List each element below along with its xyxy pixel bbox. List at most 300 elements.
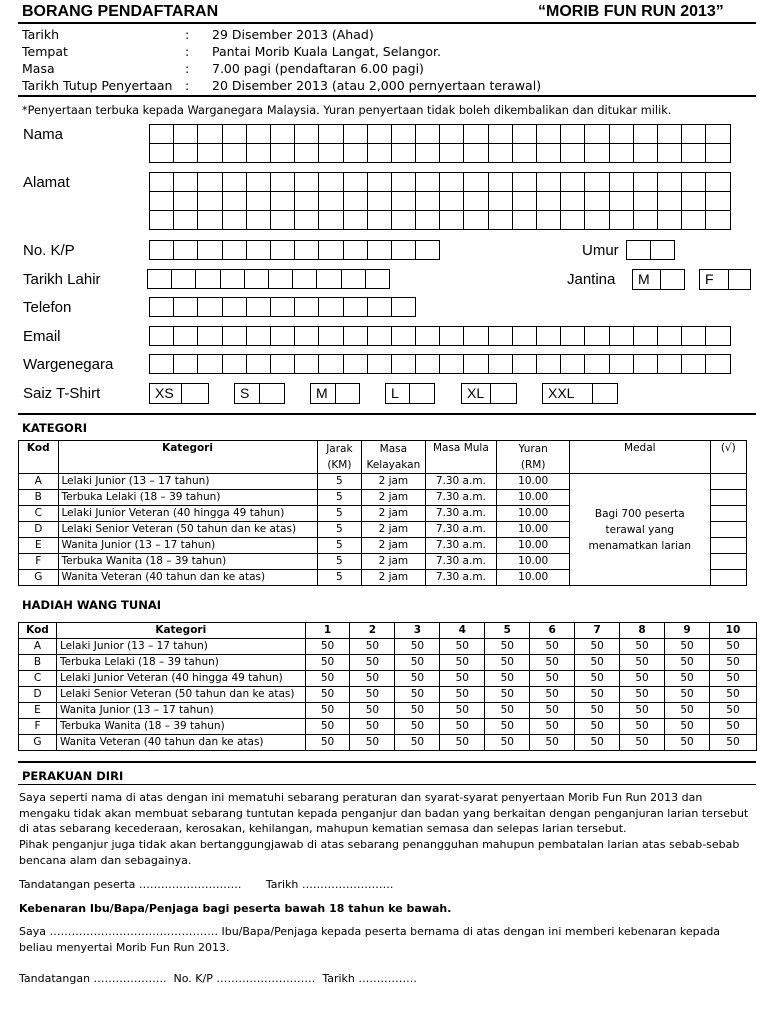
char-box[interactable] — [657, 124, 682, 144]
alamat-row-2[interactable] — [149, 191, 731, 211]
size-l-label: L — [385, 383, 410, 404]
char-box[interactable] — [391, 354, 416, 374]
col-kategori: Kategori — [58, 441, 317, 474]
char-box[interactable] — [439, 210, 464, 230]
char-box[interactable] — [149, 354, 174, 374]
char-box[interactable] — [633, 191, 658, 211]
hadiah-header-row — [19, 623, 757, 639]
char-box[interactable] — [147, 269, 172, 289]
char-box[interactable] — [197, 172, 222, 192]
char-box[interactable] — [536, 191, 561, 211]
hadiah-amount: 50 — [575, 703, 620, 719]
char-box[interactable] — [367, 354, 392, 374]
char-box[interactable] — [415, 210, 440, 230]
char-box[interactable] — [367, 210, 392, 230]
hadiah-kategori: Terbuka Wanita (18 – 39 tahun) — [56, 719, 305, 735]
hadiah-heading: HADIAH WANG TUNAI — [22, 598, 161, 612]
char-box[interactable] — [391, 191, 416, 211]
char-box[interactable] — [633, 326, 658, 346]
char-box[interactable] — [149, 143, 174, 163]
char-box[interactable] — [705, 143, 730, 163]
char-box[interactable] — [318, 210, 343, 230]
char-box[interactable] — [318, 172, 343, 192]
char-box[interactable] — [512, 210, 537, 230]
kategori-cell-masa: 2 jam — [362, 474, 425, 490]
char-box[interactable] — [705, 124, 730, 144]
char-box[interactable] — [512, 143, 537, 163]
hadiah-row — [19, 655, 757, 671]
char-box[interactable] — [415, 172, 440, 192]
char-box[interactable] — [246, 297, 271, 317]
char-box[interactable] — [294, 124, 319, 144]
char-box[interactable] — [367, 172, 392, 192]
char-box[interactable] — [270, 354, 295, 374]
char-box[interactable] — [560, 124, 585, 144]
char-box[interactable] — [171, 269, 196, 289]
hadiah-amount: 50 — [709, 639, 756, 655]
char-box[interactable] — [681, 210, 706, 230]
char-box[interactable] — [246, 143, 271, 163]
char-box[interactable] — [463, 191, 488, 211]
nokp-field[interactable] — [149, 240, 440, 260]
char-box[interactable] — [149, 191, 174, 211]
category-tick-box[interactable] — [710, 490, 746, 506]
char-box[interactable] — [488, 124, 513, 144]
hadiah-amount: 50 — [575, 687, 620, 703]
hadiah-amount: 50 — [305, 687, 350, 703]
kategori-row — [19, 474, 747, 490]
char-box[interactable] — [633, 354, 658, 374]
size-xxl-checkbox[interactable] — [592, 383, 618, 404]
hadiah-col-header: 8 — [620, 623, 665, 639]
char-box[interactable] — [657, 210, 682, 230]
char-box[interactable] — [246, 124, 271, 144]
char-box[interactable] — [294, 354, 319, 374]
category-tick-box[interactable] — [710, 522, 746, 538]
char-box[interactable] — [560, 210, 585, 230]
char-box[interactable] — [609, 143, 634, 163]
size-l-checkbox[interactable] — [409, 383, 435, 404]
char-box[interactable] — [439, 326, 464, 346]
char-box[interactable] — [391, 326, 416, 346]
gender-f-checkbox[interactable] — [728, 269, 751, 290]
char-box[interactable] — [318, 326, 343, 346]
char-box[interactable] — [609, 172, 634, 192]
char-box[interactable] — [365, 269, 390, 289]
hadiah-amount: 50 — [530, 639, 575, 655]
char-box[interactable] — [609, 326, 634, 346]
label-tarikh-lahir: Tarikh Lahir — [23, 271, 101, 288]
char-box[interactable] — [584, 210, 609, 230]
hadiah-col-header: 5 — [485, 623, 530, 639]
char-box[interactable] — [246, 240, 271, 260]
char-box[interactable] — [173, 191, 198, 211]
char-box[interactable] — [341, 269, 366, 289]
kategori-cell-kod: F — [19, 554, 59, 570]
char-box[interactable] — [633, 210, 658, 230]
hadiah-row — [19, 735, 757, 751]
hadiah-amount: 50 — [440, 719, 485, 735]
char-box[interactable] — [415, 143, 440, 163]
nama-row-1[interactable] — [149, 124, 731, 144]
char-box[interactable] — [705, 326, 730, 346]
category-tick-box[interactable] — [710, 538, 746, 554]
char-box[interactable] — [584, 326, 609, 346]
char-box[interactable] — [270, 172, 295, 192]
hadiah-amount: 50 — [575, 735, 620, 751]
char-box[interactable] — [536, 124, 561, 144]
char-box[interactable] — [439, 143, 464, 163]
perakuan-para-1: Saya seperti nama di atas dengan ini mematuhi sebarang peraturan dan syarat-syarat penyertaan Morib Fun Run 2013 dan mengaku tidak akan membuat sebarang tuntutan kepada penganjur dan badan yang berkaitan dengan penganjuran larian tersebut di atas sebarang kecederaan, kerosakan, kehilangan, mahupun kematian semasa dan selepas larian tersebut. — [19, 791, 749, 835]
hadiah-amount: 50 — [440, 703, 485, 719]
char-box[interactable] — [173, 172, 198, 192]
char-box[interactable] — [343, 191, 368, 211]
char-box[interactable] — [270, 210, 295, 230]
char-box[interactable] — [488, 354, 513, 374]
char-box[interactable] — [244, 269, 269, 289]
char-box[interactable] — [173, 297, 198, 317]
char-box[interactable] — [705, 210, 730, 230]
char-box[interactable] — [343, 326, 368, 346]
char-box[interactable] — [391, 172, 416, 192]
char-box[interactable] — [149, 210, 174, 230]
char-box[interactable] — [584, 124, 609, 144]
size-xs-checkbox[interactable] — [181, 383, 209, 404]
char-box[interactable] — [391, 240, 416, 260]
char-box[interactable] — [584, 354, 609, 374]
char-box[interactable] — [294, 297, 319, 317]
char-box[interactable] — [391, 210, 416, 230]
char-box[interactable] — [246, 210, 271, 230]
char-box[interactable] — [705, 172, 730, 192]
char-box[interactable] — [149, 172, 174, 192]
char-box[interactable] — [463, 143, 488, 163]
char-box[interactable] — [294, 240, 319, 260]
char-box[interactable] — [149, 124, 174, 144]
char-box[interactable] — [268, 269, 293, 289]
char-box[interactable] — [197, 326, 222, 346]
size-s-checkbox[interactable] — [259, 383, 285, 404]
char-box[interactable] — [173, 326, 198, 346]
kategori-cell-kod: G — [19, 570, 59, 586]
char-box[interactable] — [391, 143, 416, 163]
char-box[interactable] — [415, 240, 440, 260]
char-box[interactable] — [536, 326, 561, 346]
char-box[interactable] — [488, 143, 513, 163]
kategori-cell-kategori: Wanita Junior (13 – 17 tahun) — [58, 538, 317, 554]
char-box[interactable] — [657, 191, 682, 211]
char-box[interactable] — [222, 240, 247, 260]
char-box[interactable] — [222, 124, 247, 144]
kategori-cell-kategori: Lelaki Junior Veteran (40 hingga 49 tahun) — [58, 506, 317, 522]
char-box[interactable] — [246, 326, 271, 346]
nama-row-2[interactable] — [149, 143, 731, 163]
char-box[interactable] — [173, 210, 198, 230]
char-box[interactable] — [195, 269, 220, 289]
char-box[interactable] — [270, 240, 295, 260]
guardian-heading: Kebenaran Ibu/Bapa/Penjaga bagi peserta bawah 18 tahun ke bawah. — [19, 902, 452, 915]
kategori-cell-yuran: 10.00 — [497, 570, 570, 586]
char-box[interactable] — [512, 124, 537, 144]
char-box[interactable] — [536, 354, 561, 374]
email-field[interactable] — [149, 326, 731, 346]
char-box[interactable] — [512, 354, 537, 374]
char-box[interactable] — [222, 172, 247, 192]
char-box[interactable] — [536, 172, 561, 192]
hadiah-amount: 50 — [530, 687, 575, 703]
gender-m-label: M — [632, 269, 661, 290]
category-tick-box[interactable] — [710, 554, 746, 570]
hadiah-amount: 50 — [395, 687, 440, 703]
kategori-cell-jarak: 5 — [317, 474, 362, 490]
char-box[interactable] — [584, 191, 609, 211]
char-box[interactable] — [343, 143, 368, 163]
size-xl-checkbox[interactable] — [490, 383, 517, 404]
char-box[interactable] — [609, 191, 634, 211]
char-box[interactable] — [512, 191, 537, 211]
char-box[interactable] — [439, 172, 464, 192]
char-box[interactable] — [463, 124, 488, 144]
char-box[interactable] — [560, 172, 585, 192]
char-box[interactable] — [681, 326, 706, 346]
alamat-row-1[interactable] — [149, 172, 731, 192]
char-box[interactable] — [149, 240, 174, 260]
char-box[interactable] — [633, 172, 658, 192]
char-box[interactable] — [657, 326, 682, 346]
char-box[interactable] — [246, 191, 271, 211]
char-box[interactable] — [292, 269, 317, 289]
char-box[interactable] — [391, 124, 416, 144]
char-box[interactable] — [173, 240, 198, 260]
char-box[interactable] — [367, 240, 392, 260]
char-box[interactable] — [488, 191, 513, 211]
hadiah-amount: 50 — [350, 687, 395, 703]
char-box[interactable] — [367, 124, 392, 144]
char-box[interactable] — [681, 354, 706, 374]
char-box[interactable] — [343, 124, 368, 144]
char-box[interactable] — [439, 124, 464, 144]
char-box[interactable] — [463, 354, 488, 374]
char-box[interactable] — [560, 354, 585, 374]
char-box[interactable] — [318, 240, 343, 260]
event-title: “MORIB FUN RUN 2013” — [538, 3, 724, 20]
char-box[interactable] — [367, 191, 392, 211]
char-box[interactable] — [318, 143, 343, 163]
col-masa-kelayakan: Masa Kelayakan — [362, 441, 425, 474]
col-yuran: Yuran (RM) — [497, 441, 570, 474]
char-box[interactable] — [173, 354, 198, 374]
tarikh-lahir-field[interactable] — [147, 269, 390, 289]
kategori-cell-masa: 2 jam — [362, 570, 425, 586]
perakuan-heading: PERAKUAN DIRI — [22, 769, 124, 783]
hadiah-amount: 50 — [350, 703, 395, 719]
char-box[interactable] — [173, 124, 198, 144]
char-box[interactable] — [270, 124, 295, 144]
char-box[interactable] — [560, 326, 585, 346]
char-box[interactable] — [318, 297, 343, 317]
char-box[interactable] — [318, 191, 343, 211]
hadiah-kod: C — [19, 671, 57, 687]
umur-field[interactable] — [626, 240, 675, 260]
hadiah-amount: 50 — [665, 703, 710, 719]
char-box[interactable] — [609, 210, 634, 230]
char-box[interactable] — [270, 191, 295, 211]
char-box[interactable] — [220, 269, 245, 289]
char-box[interactable] — [222, 297, 247, 317]
char-box[interactable] — [609, 354, 634, 374]
char-box[interactable] — [439, 191, 464, 211]
char-box[interactable] — [197, 191, 222, 211]
char-box[interactable] — [197, 143, 222, 163]
hadiah-amount: 50 — [350, 719, 395, 735]
char-box[interactable] — [294, 326, 319, 346]
char-box[interactable] — [367, 326, 392, 346]
char-box[interactable] — [316, 269, 341, 289]
label-wargenegara: Wargenegara — [23, 356, 114, 373]
char-box[interactable] — [463, 210, 488, 230]
hadiah-amount: 50 — [709, 671, 756, 687]
char-box[interactable] — [222, 191, 247, 211]
char-box[interactable] — [197, 354, 222, 374]
char-box[interactable] — [294, 210, 319, 230]
char-box[interactable] — [343, 172, 368, 192]
char-box[interactable] — [560, 143, 585, 163]
char-box[interactable] — [367, 297, 392, 317]
char-box[interactable] — [197, 124, 222, 144]
char-box[interactable] — [633, 143, 658, 163]
char-box[interactable] — [197, 210, 222, 230]
char-box[interactable] — [149, 326, 174, 346]
char-box[interactable] — [149, 297, 174, 317]
hadiah-kategori: Wanita Junior (13 – 17 tahun) — [56, 703, 305, 719]
hadiah-amount: 50 — [395, 703, 440, 719]
hadiah-col-header: Kod — [19, 623, 57, 639]
char-box[interactable] — [463, 172, 488, 192]
char-box[interactable] — [222, 354, 247, 374]
char-box[interactable] — [270, 143, 295, 163]
size-m-checkbox[interactable] — [335, 383, 360, 404]
kategori-cell-mula: 7.30 a.m. — [425, 490, 497, 506]
char-box[interactable] — [705, 354, 730, 374]
char-box[interactable] — [270, 326, 295, 346]
char-box[interactable] — [657, 172, 682, 192]
hadiah-amount: 50 — [665, 735, 710, 751]
col-tick: (√) — [710, 441, 746, 474]
char-box[interactable] — [633, 124, 658, 144]
char-box[interactable] — [222, 326, 247, 346]
char-box[interactable] — [681, 172, 706, 192]
wargenegara-field[interactable] — [149, 354, 731, 374]
char-box[interactable] — [560, 191, 585, 211]
label-umur: Umur — [582, 242, 619, 259]
char-box[interactable] — [246, 172, 271, 192]
char-box[interactable] — [681, 143, 706, 163]
char-box[interactable] — [609, 124, 634, 144]
char-box[interactable] — [173, 143, 198, 163]
kategori-cell-jarak: 5 — [317, 570, 362, 586]
char-box[interactable] — [270, 297, 295, 317]
char-box[interactable] — [197, 240, 222, 260]
kategori-cell-yuran: 10.00 — [497, 490, 570, 506]
char-box[interactable] — [584, 143, 609, 163]
kategori-table — [18, 440, 747, 586]
char-box[interactable] — [657, 143, 682, 163]
hadiah-amount: 50 — [530, 671, 575, 687]
gender-f-label: F — [699, 269, 729, 290]
char-box[interactable] — [318, 354, 343, 374]
label-jantina: Jantina — [567, 271, 616, 288]
alamat-row-3[interactable] — [149, 210, 731, 230]
char-box[interactable] — [294, 191, 319, 211]
char-box[interactable] — [294, 172, 319, 192]
char-box[interactable] — [343, 297, 368, 317]
char-box[interactable] — [318, 124, 343, 144]
category-tick-box[interactable] — [710, 474, 746, 490]
kategori-cell-jarak: 5 — [317, 538, 362, 554]
char-box[interactable] — [626, 240, 651, 260]
char-box[interactable] — [222, 210, 247, 230]
char-box[interactable] — [488, 172, 513, 192]
char-box[interactable] — [197, 297, 222, 317]
char-box[interactable] — [657, 354, 682, 374]
hadiah-amount: 50 — [485, 671, 530, 687]
char-box[interactable] — [536, 143, 561, 163]
char-box[interactable] — [439, 354, 464, 374]
char-box[interactable] — [367, 143, 392, 163]
gender-m-checkbox[interactable] — [660, 269, 685, 290]
hadiah-row — [19, 639, 757, 655]
char-box[interactable] — [681, 124, 706, 144]
char-box[interactable] — [415, 354, 440, 374]
char-box[interactable] — [488, 210, 513, 230]
kategori-cell-masa: 2 jam — [362, 506, 425, 522]
char-box[interactable] — [343, 240, 368, 260]
char-box[interactable] — [294, 143, 319, 163]
char-box[interactable] — [650, 240, 675, 260]
hadiah-col-header: 9 — [665, 623, 710, 639]
hadiah-amount: 50 — [305, 735, 350, 751]
kategori-cell-mula: 7.30 a.m. — [425, 474, 497, 490]
char-box[interactable] — [488, 326, 513, 346]
char-box[interactable] — [391, 297, 416, 317]
kategori-cell-jarak: 5 — [317, 490, 362, 506]
kategori-cell-masa: 2 jam — [362, 490, 425, 506]
category-tick-box[interactable] — [710, 506, 746, 522]
char-box[interactable] — [536, 210, 561, 230]
char-box[interactable] — [463, 326, 488, 346]
char-box[interactable] — [584, 172, 609, 192]
char-box[interactable] — [222, 143, 247, 163]
char-box[interactable] — [415, 124, 440, 144]
telefon-field[interactable] — [149, 297, 416, 317]
char-box[interactable] — [705, 191, 730, 211]
char-box[interactable] — [343, 354, 368, 374]
hadiah-amount: 50 — [709, 703, 756, 719]
char-box[interactable] — [415, 191, 440, 211]
kategori-cell-kod: C — [19, 506, 59, 522]
char-box[interactable] — [246, 354, 271, 374]
col-masa-mula: Masa Mula — [425, 441, 497, 474]
kategori-cell-masa: 2 jam — [362, 538, 425, 554]
char-box[interactable] — [681, 191, 706, 211]
char-box[interactable] — [343, 210, 368, 230]
kategori-cell-yuran: 10.00 — [497, 474, 570, 490]
kategori-cell-kategori: Lelaki Senior Veteran (50 tahun dan ke atas) — [58, 522, 317, 538]
char-box[interactable] — [512, 172, 537, 192]
char-box[interactable] — [512, 326, 537, 346]
char-box[interactable] — [415, 326, 440, 346]
category-tick-box[interactable] — [710, 570, 746, 586]
